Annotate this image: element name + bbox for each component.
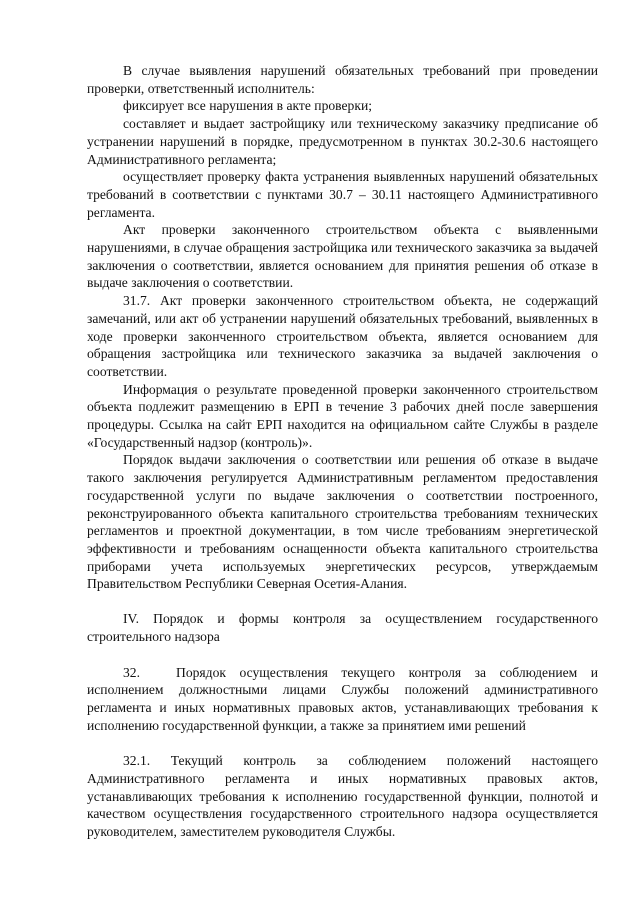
item-32-text: Порядок осуществления текущего контроля за соблюдением и исполнением должностными лицами Службы положений административного регламента и иных нормативных правовых актов, устанавливающих требования к исполнению государственной функции, а также за принятием ими решений (87, 664, 598, 733)
item-32 (87, 664, 598, 735)
paragraph-issuance-procedure: Порядок выдачи заключения о соответствии или решения об отказе в выдаче такого заключения регулируется Административным регламентом предоставления государственной услуги по выдаче заключения о соответствии построенного, реконструированного объекта капитального строительства требованиям технических регламентов и проектной документации, в том числе требованиям энергетической эффективности и требованиям оснащенности объекта капитального строительства приборами учета используемых энергетических ресурсов, утверждаемым Правительством Республики Северная Осетия-Алания. (87, 452, 598, 592)
paragraph-verify-elimination: осуществляет проверку факта устранения выявленных нарушений обязательных требований в соответствии с пунктами 30.7 – 30.11 настоящего Административного регламента. (87, 169, 598, 220)
section-heading-iv: IV. Порядок и формы контроля за осуществлением государственного строительного надзора (87, 611, 598, 644)
item-32-number: 32. (123, 664, 140, 680)
paragraph-violations-intro: В случае выявления нарушений обязательных требований при проведении проверки, ответственный исполнитель: (87, 63, 598, 96)
item-32-1: 32.1. Текущий контроль за соблюдением положений настоящего Административного регламента и иных нормативных правовых актов, устанавливающих требования к исполнению государственной функции, полнотой и качеством осуществления государственного строительного надзора осуществляется руководителем, заместителем руководителя Службы. (87, 753, 598, 840)
paragraph-erp-information: Информация о результате проведенной проверки законченного строительством объекта подлежит размещению в ЕРП в течение 3 рабочих дней после завершения процедуры. Ссылка на сайт ЕРП находится на официальном сайте Службы в разделе «Государственный надзор (контроль)». (87, 381, 598, 450)
paragraph-issue-order: составляет и выдает застройщику или техническому заказчику предписание об устранении нарушений в порядке, предусмотренном в пунктах 30.2-30.6 настоящего Административного регламента; (87, 116, 598, 167)
paragraph-inspection-act-violations: Акт проверки законченного строительством объекта с выявленными нарушениями, в случае обращения застройщика или технического заказчика за выдачей заключения о соответствии, является основанием для принятия решения об отказе в выдаче заключения о соответствии. (87, 222, 598, 291)
paragraph-record-violations: фиксирует все нарушения в акте проверки; (123, 98, 373, 114)
document-page (87, 62, 598, 841)
paragraph-31-7: 31.7. Акт проверки законченного строительством объекта, не содержащий замечаний, или акт об устранении нарушений обязательных требований, выявленных в ходе проверки законченного строительством объекта, является основанием для обращения застройщика или технического заказчика за выдачей заключения о соответствии. (87, 293, 598, 379)
